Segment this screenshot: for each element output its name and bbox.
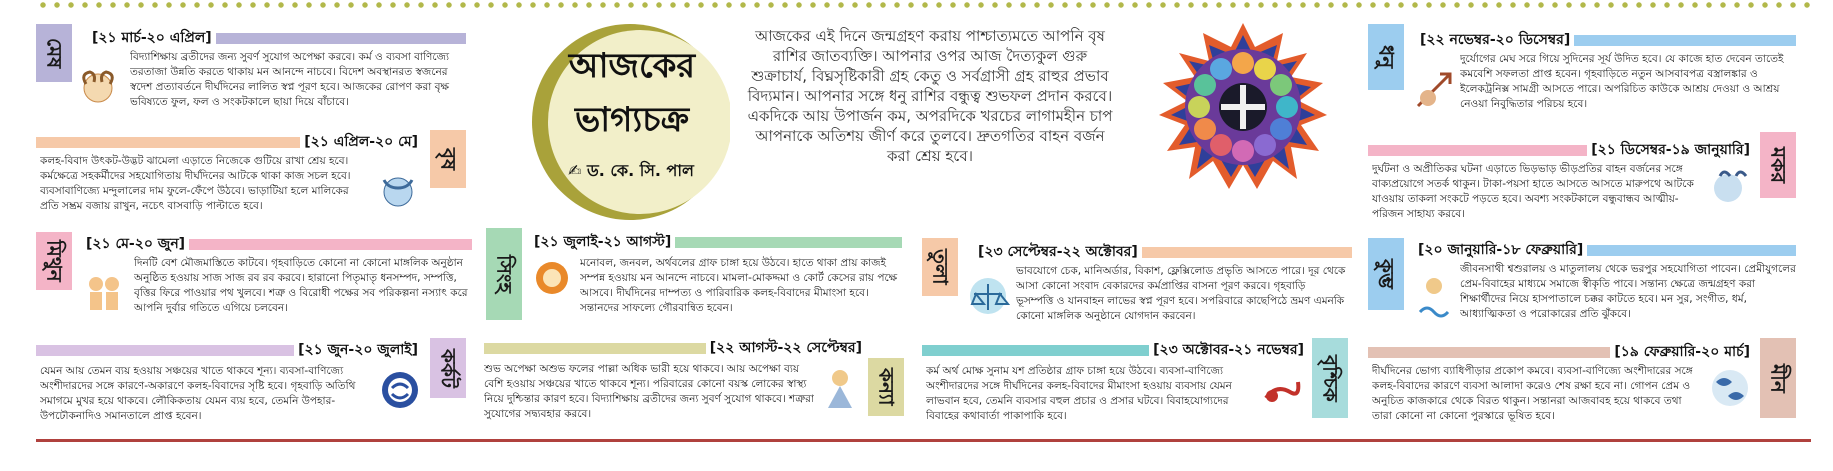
taurus-bull-icon [374, 164, 422, 214]
header-bar [36, 345, 294, 356]
decorative-dot-border [36, 0, 1811, 10]
scorpio-scorpion-icon [1258, 364, 1306, 414]
sign-date-range: [২১ এপ্রিল-২০ মে] [300, 130, 422, 154]
header-bar [1368, 347, 1610, 358]
author-byline [536, 158, 726, 185]
sign-forecast-text: কলহ-বিবাদ উৎকট-উদ্ভট ঝামেলা এড়াতে নিজেকে গুটিয়ে রাখা শ্রেয় হবে। কর্মক্ষেত্রে সহকর্মীদের সহযোগিতায় দীর্ঘদিনের আটকে থাকা কাজ সচল হবে। ব্যবসাবাণিজ্যে মন্দুলালের দাম ফুলে-ফেঁপে উঠবে। ভাড়াটিয়া হলে মালিকের প্রতি সম্ভ্রম বজায় রাখুন, নচেৎ বাসবাড়ি পাল্টাতে হবে। [40, 155, 351, 212]
gemini-twins-icon [80, 266, 128, 316]
sign-tab-capricorn: মকর [1760, 132, 1796, 198]
sign-header [36, 340, 422, 360]
sagittarius-archer-icon [1410, 66, 1458, 116]
sign-date-range: [২২ আগস্ট-২২ সেপ্টেম্বর] [706, 336, 866, 360]
header-bar [1574, 35, 1796, 46]
sign-forecast-text: শুভ অপেক্ষা অশুভ ফলের পাল্লা অধিক ভারী হয়ে থাকবে। আয় অপেক্ষা ব্যয় বেশি হওয়ায় সঞ্চয়ের খাতে থাকবে শূন্য। পরিবারের কোনো বয়স্ক লোকের স্বাস্থ্য নিয়ে দুশ্চিন্তার কারণ হবে। বিদ্যাশিক্ষায় ব্রতীদের জন্য সুবর্ণ সুযোগ থাকবে। শত্রুরা সুযোগের সদ্ব্যবহার করবে। [484, 363, 814, 420]
sign-header [530, 232, 902, 252]
sign-header [1368, 140, 1754, 160]
header-bar [189, 239, 472, 250]
aquarius-water-bearer-icon [1410, 272, 1458, 322]
sign-forecast-text: দীর্ঘদিনের ভোগ্য ব্যাধিপীড়ার প্রকোপ কমবে। ব্যবসা-বাণিজ্যে অংশীদারের সঙ্গে কলহ-বিবাদের কারণে ব্যবসা আলাদা করেও শেষ রক্ষা হবে না। গোপন প্রেম ও অনুচিত কাজকারে থেকে বিরত থাকুন। সন্তানরা আজবাবহ হয়ে থাকবে তথা তারা কোনো না কোনো পুরস্কারে ভূষিত হবে। [1372, 365, 1693, 422]
header-bar [1142, 247, 1352, 258]
sign-tab-virgo: কন্যা [868, 358, 904, 416]
sign-forecast-text: জীবনসাথী শ্বশুরালয় ও মাতুলালয় থেকে ভরপুর সহযোগিতা পাবেন। প্রেমীযুগলের প্রেম-বিবাহের মাধ্যমে সমাজে স্বীকৃতি পাবে। সন্তান্য ক্ষেত্রে জন্মগ্রহণ করা শিক্ষার্থীদের নিয়ে হাসপাতালে চক্কর কাটতে হবে। মন সুর, সংগীত, ধর্ম, আধ্যাত্মিকতা ও পরোকারের প্রতি ঝুঁকবে। [1460, 263, 1796, 320]
sign-header [36, 132, 422, 152]
sign-tab-cancer: কর্কট [430, 338, 466, 398]
sign-date-range: [১৯ ফেব্রুয়ারি-২০ মার্চ] [1610, 340, 1754, 364]
sign-date-range: [২১ মে-২০ জুন] [82, 232, 189, 256]
sign-tab-aries: মেষ [36, 24, 72, 82]
sign-date-range: [২১ ডিসেম্বর-১৯ জানুয়ারি] [1587, 138, 1754, 162]
sign-date-range: [২১ জুন-২০ জুলাই] [294, 338, 422, 362]
capricorn-goat-icon [1706, 164, 1754, 214]
sign-forecast-text: কর্ম অর্থ মোক্ষ সুনাম যশ প্রতিষ্ঠার গ্রাফ চাঙ্গা হয়ে উঠবে। ব্যবসা-বাণিজ্যে অংশীদারদের সঙ্গে দীর্ঘদিনের কলহ-বিবাদের মীমাংসা হওয়ায় ব্যবসায় যেমন লাভবান হবে, তেমনি ব্যবসার বহুল প্রচার ও প্রসার ঘটবে। বিবাহযোগ্যদের বিবাহের কথাবার্তা পাকাপাকি হবে। [926, 365, 1232, 422]
bottom-rule [36, 439, 1811, 442]
sign-date-range: [২৩ অক্টোবর-২১ নভেম্বর] [1149, 338, 1308, 362]
pen-icon: ✍ [568, 161, 582, 180]
sign-tab-pisces: মীন [1760, 338, 1796, 418]
sign-header [974, 242, 1352, 262]
sign-date-range: [২১ জুলাই-২১ আগস্ট] [530, 230, 675, 254]
sign-header [1414, 240, 1796, 260]
header-bar [1587, 245, 1796, 256]
sign-date-range: [২০ জানুয়ারি-১৮ ফেব্রুয়ারি] [1414, 238, 1587, 262]
sign-tab-leo: সিংহ [486, 228, 522, 320]
sign-date-range: [২২ নভেম্বর-২০ ডিসেম্বর] [1416, 28, 1574, 52]
sign-header [82, 234, 472, 254]
sign-forecast-text: দিনটি বেশ মৌজমাস্তিতে কাটবে। গৃহবাড়িতে কোনো না কোনো মাঙ্গলিক অনুষ্ঠান অনুষ্ঠিত হওয়ায় সাজ সাজ রব রব করবে। হারানো পিতৃমাতৃ ধনসম্পদ, সম্পত্তি, বৃত্তির ফিরে পাওয়ার পথ খুলবে। শত্রু ও বিরোধী পক্ষের সব পরিকল্পনা নস্যাৎ করে আপনি দুর্বার গতিতে এগিয়ে চলবেন। [134, 257, 468, 314]
sign-date-range: [২৩ সেপ্টেম্বর-২২ অক্টোবর] [974, 240, 1142, 264]
libra-scales-icon [964, 272, 1012, 322]
sign-tab-libra: তুলা [922, 238, 958, 296]
sign-header [1368, 342, 1754, 362]
sign-header [1416, 30, 1796, 50]
header-bar [675, 237, 902, 248]
sign-header [484, 338, 866, 358]
sign-tab-gemini: মিথুন [36, 232, 72, 290]
pisces-fish-icon [1706, 364, 1754, 414]
sign-date-range: [২১ মার্চ-২০ এপ্রিল] [88, 26, 216, 50]
sign-forecast-text: ভাবযোগে চেক, মানিঅর্ডার, বিকাশ, ফ্লেক্সিলোড প্রভৃতি আসতে পারে। দূর থেকে আসা কোনো সংবাদ বেকারদের কর্মপ্রাপ্তির বাসনা পূরণ করবে। গৃহবাড়ি ভূসম্পত্তি ও যানবাহন লাভের স্বপ্ন পূরণ হবে। সপরিবারে কাছেপিঠে ভ্রমণ এমনকি কোনো মাঙ্গলিক অনুষ্ঠানে যোগদান করবেন। [1016, 265, 1346, 322]
header-bar [1368, 145, 1587, 156]
sign-tab-aquarius: কুম্ভ [1368, 238, 1404, 310]
page-title-line1: আজকের [568, 46, 696, 86]
sign-tab-scorpio: বৃশ্চিক [1312, 338, 1348, 418]
sign-forecast-text: যেমন আয় তেমন ব্যয় হওয়ায় সঞ্চয়ের খাতে থাকবে শূন্য। ব্যবসা-বাণিজ্যে অংশীদারদের সঙ্গে কারণে-অকারণে কলহ-বিবাদের সৃষ্টি হবে। গৃহবাড়ি অতিথি সমাগমে মুখর হয়ে থাকবে। লৌকিকতায় যেমন ব্যয় হবে, তেমনি উপহার-উপঢৌকনাদিও সমানতালে প্রাপ্ত হবেন। [40, 365, 356, 422]
header-bar [484, 343, 706, 354]
cancer-crab-icon [376, 366, 424, 416]
intro-paragraph: আজকের এই দিনে জন্মগ্রহণ করায় পাশ্চাত্যমতে আপনি বৃষ রাশির জাতব্যক্তি। আপনার ওপর আজ দৈত্যকুল গুরু শুক্রাচার্য, বিঘ্নসৃষ্টিকারী গ্রহ কেতু ও সর্বগ্রাসী গ্রহ রাহুর প্রভাব বিদ্যমান। আপনার সঙ্গে ধনু রাশির বন্ধুত্ব শুভফল প্রদান করবে। একদিকে আয় উপার্জন কম, অপরদিকে খরচের লাগামহীন চাপ আপনাকে অতিশয় জীর্ণ করে তুলবে। দ্রুতগতির বাহন বর্জন করা শ্রেয় হবে। [747, 27, 1113, 165]
sign-header [922, 340, 1308, 360]
author-name: ড. কে. সি. পাল [587, 161, 694, 180]
header-bar [216, 33, 466, 44]
header-bar [922, 345, 1149, 356]
page-title-line2: ভাগ্যচক্র [574, 100, 690, 140]
sign-forecast-text: বিদ্যাশিক্ষায় ব্রতীদের জন্য সুবর্ণ সুযোগ অপেক্ষা করবে। কর্ম ও ব্যবসা বাণিজ্যে তরতাজা উন্নতি করতে থাকায় মন আনন্দে নাচবে। বিদেশ অবস্থানরত স্বজনের স্বদেশ প্রত্যাবর্তনে দীর্ঘদিনের লালিত স্বপ্ন পূরণ হবে। আজকের রোপণ করা বৃক্ষ ভবিষ্যতে ফুল, ফল ও সংকটকালে ছায়া দিয়ে বাঁচাবে। [130, 51, 450, 108]
header-bar [36, 137, 300, 148]
aries-ram-icon [76, 62, 124, 112]
sign-forecast-text: দুর্যোগের মেঘ সরে গিয়ে সুদিনের সূর্য উদিত হবে। যে কাজে হাত দেবেন তাতেই কমবেশি সফলতা প্রাপ্ত হবেন। গৃহবাড়িতে নতুন আসবাবপত্র বস্ত্রালঙ্কার ও ইলেকট্রনিক্স সামগ্রী আসতে পারে। অপরিচিত কাউকে আশ্রয় দেওয়া ও আশ্রয় নেওয়া নিবুদ্ধিতার পরিচয় হবে। [1460, 53, 1784, 110]
sign-tab-sagittarius: ধনু [1368, 24, 1404, 90]
sign-forecast-text: মনোবল, জনবল, অর্থবলের গ্রাফ চাঙ্গা হয়ে উঠবে। হাতে থাকা প্রায় কাজই সম্পন্ন হওয়ায় মন আনন্দে নাচবে। মামলা-মোকদ্দমা ও কোর্ট কেসের রায় পক্ষে আসবে। দীর্ঘদিনের দাম্পত্য ও পারিবারিক কলহ-বিবাদের মীমাংসা হবে। সন্তানদের সাফল্যে গৌরবান্বিত হবেন। [580, 257, 898, 314]
leo-lion-icon [528, 256, 576, 306]
sign-header [88, 28, 466, 48]
sign-tab-taurus: বৃষ [430, 130, 466, 188]
zodiac-wheel-icon [1158, 22, 1328, 192]
sign-forecast-text: দুর্ঘটনা ও অপ্রীতিকর ঘটনা এড়াতে ভিড়ভাড় ভীড়প্রতির বাহন বর্জনের সঙ্গে বাক্যপ্রয়োগে সতর্ক থাকুন। টাকা-পয়সা হাতে আসতে আসতে মারুপথে আটকে যাওয়ায় তাকলা সংকটে পড়তে হবে। অবশ্য সংকটকালে বন্ধুবান্ধব আত্মীয়-পরিজন সাহায্য করবে। [1372, 163, 1694, 220]
virgo-maiden-icon [816, 364, 864, 414]
